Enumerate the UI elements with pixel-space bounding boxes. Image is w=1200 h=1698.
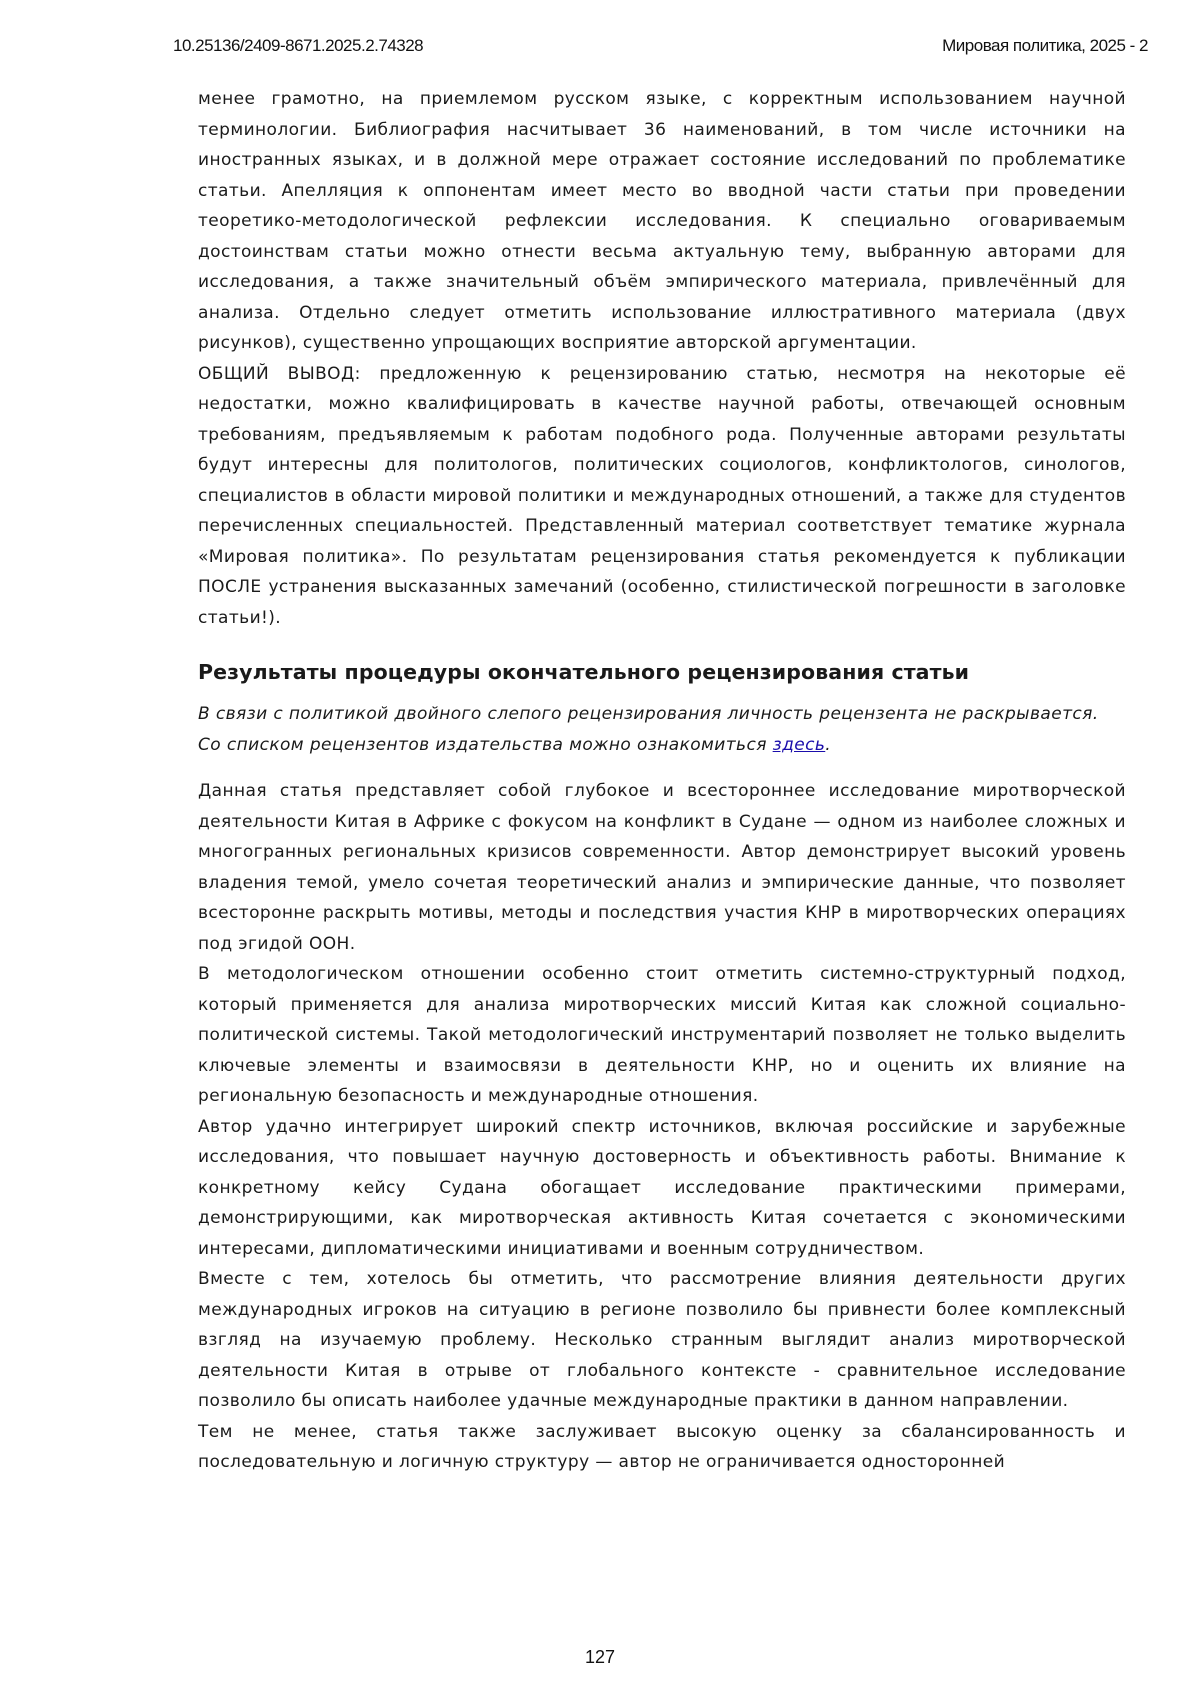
paragraph: Автор удачно интегрирует широкий спектр источников, включая российские и зарубежные исследования, что повышает научную достоверность и объективность работы. Внимание к конкретному кейсу Судана обогащает исследование практическими примерами, демонстрирующими, как миротворческая активность Китая сочетается с экономическими интересами, дипломатическими инициативами и военным сотрудничеством. [198, 1116, 1126, 1259]
paragraph: Вместе с тем, хотелось бы отметить, что рассмотрение влияния деятельности других международных игроков на ситуацию в регионе позволило бы привнести более комплексный взгляд на изучаемую проблему. Несколько странным выглядит анализ миротворческой деятельности Китая в отрыве от глобального контексте - сравнительное исследование позволило бы описать наиболее удачные международные практики в данном направлении. [198, 1269, 1126, 1411]
article-body [198, 84, 1126, 1478]
reviewers-list-note [198, 730, 1126, 761]
blind-review-note: В связи с политикой двойного слепого рецензирования личность рецензента не раскрывается. [198, 704, 1099, 724]
reviewers-note-text: Со списком рецензентов издательства можно ознакомиться [198, 734, 773, 755]
paragraph: ОБЩИЙ ВЫВОД: предложенную к рецензированию статью, несмотря на некоторые её недостатки, можно квалифицировать в качестве научной работы, отвечающей основным требованиям, предъявляемым к работам подобного рода. Полученные авторами результаты будут интересны для политологов, политических социологов, конфликтологов, синологов, специалистов в области мировой политики и международных отношений, а также для студентов перечисленных специальностей. Представленный материал соответствует тематике журнала «Мировая политика». По результатам рецензирования статья рекомендуется к публикации ПОСЛЕ устранения высказанных замечаний (особенно, стилистической погрешности в заголовке статьи!). [198, 363, 1126, 628]
page-header [173, 36, 1148, 56]
doi-text: 10.25136/2409-8671.2025.2.74328 [173, 36, 424, 55]
reviewers-list-link[interactable]: здесь [772, 734, 826, 755]
paragraph: Тем не менее, статья также заслуживает высокую оценку за сбалансированность и последовательную и логичную структуру — автор не ограничивается односторонней [198, 1421, 1126, 1472]
page-number: 127 [584, 1647, 616, 1667]
paragraph: менее грамотно, на приемлемом русском языке, с корректным использованием научной терминологии. Библиография насчитывает 36 наименований, в том числе источники на иностранных языках, и в должной мере отражает состояние исследований по проблематике статьи. Апелляция к оппонентам имеет место во вводной части статьи при проведении теоретико-методологической рефлексии исследования. К специально оговариваемым достоинствам статьи можно отнести весьма актуальную тему, выбранную авторами для исследования, а также значительный объём эмпирического материала, привлечённый для анализа. Отдельно следует отметить использование иллюстративного материала (двух рисунков), существенно упрощающих восприятие авторской аргументации. [198, 89, 1126, 353]
paragraph: В методологическом отношении особенно стоит отметить системно-структурный подход, который применяется для анализа миротворческих миссий Китая как сложной социально-политической системы. Такой методологический инструментарий позволяет не только выделить ключевые элементы и взаимосвязи в деятельности КНР, но и оценить их влияние на региональную безопасность и международные отношения. [198, 964, 1126, 1106]
review-notice [198, 699, 1126, 760]
section-heading: Результаты процедуры окончательного рецензирования статьи [198, 660, 970, 684]
paragraph: Данная статья представляет собой глубокое и всестороннее исследование миротворческой деятельности Китая в Африке с фокусом на конфликт в Судане — одном из наиболее сложных и многогранных региональных кризисов современности. Автор демонстрирует высокий уровень владения темой, умело сочетая теоретический анализ и эмпирические данные, что позволяет всесторонне раскрыть мотивы, методы и последствия участия КНР в миротворческих операциях под эгидой ООН. [198, 781, 1126, 954]
reviewers-note-end: . [825, 734, 832, 755]
section-heading-wrapper [198, 657, 1126, 687]
review-conclusion-section [198, 84, 1126, 633]
final-review-section [198, 776, 1126, 1478]
journal-issue: Мировая политика, 2025 - 2 [942, 36, 1148, 55]
